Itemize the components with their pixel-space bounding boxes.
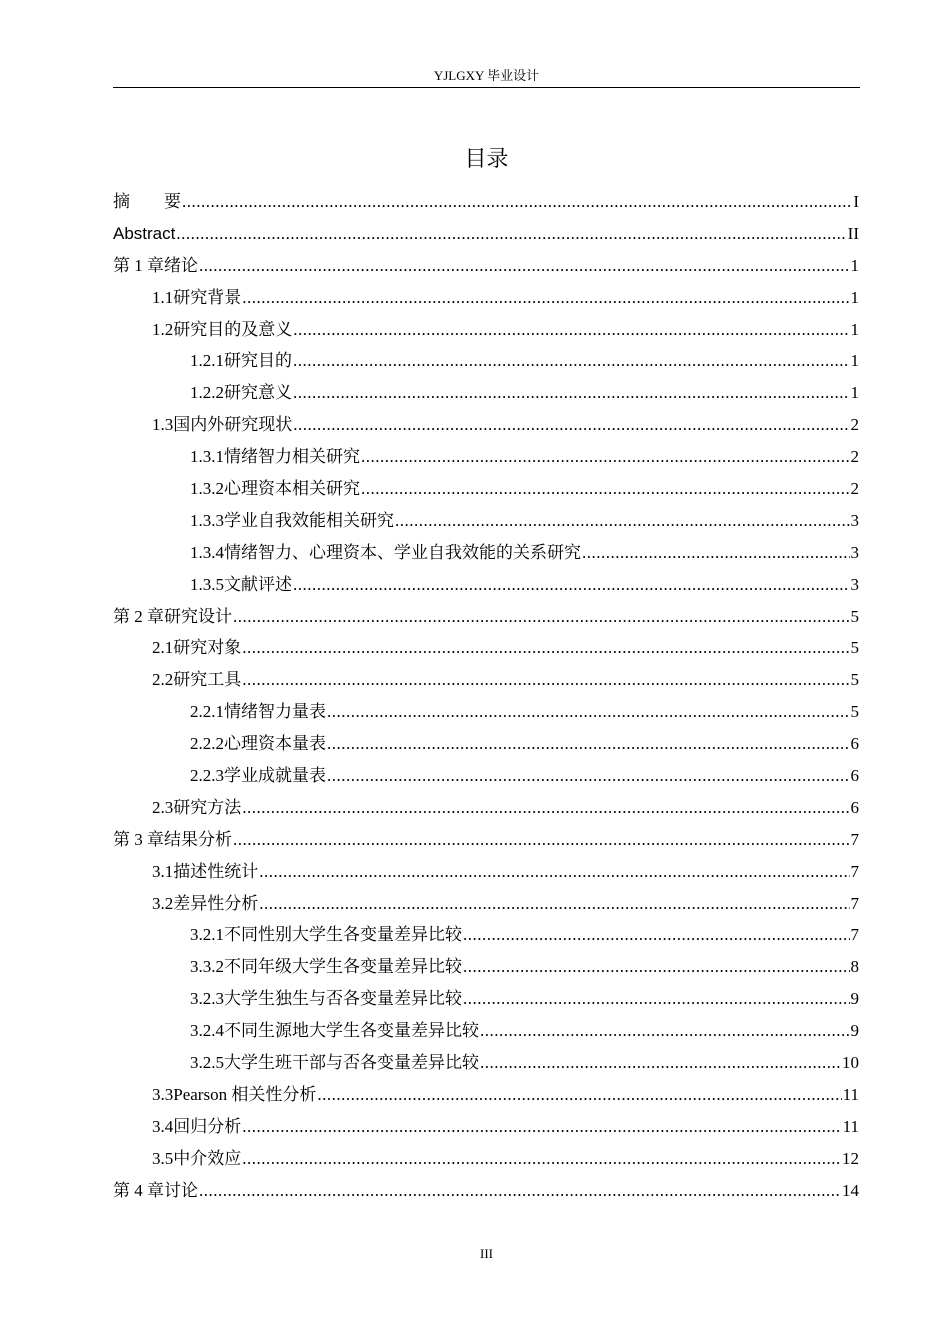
toc-dot-leader: [463, 919, 850, 951]
toc-dot-leader: [327, 696, 850, 728]
toc-entry-number: 1.3.5: [190, 574, 224, 594]
toc-dot-leader: [293, 569, 850, 601]
toc-entry-number: 第 4 章: [113, 1180, 164, 1200]
toc-entry-number: 2.2.1: [190, 702, 224, 722]
toc-entry-page: 14: [842, 1180, 859, 1200]
toc-dot-leader: [395, 505, 850, 537]
toc-entry-number: 3.4: [152, 1116, 174, 1136]
toc-entry[interactable]: [113, 218, 859, 250]
toc-entry-title: 描述性统计: [173, 861, 259, 881]
toc-entry-page: 1: [850, 287, 859, 307]
toc-entry-number: 3.2: [152, 893, 174, 913]
toc-dot-leader: [199, 250, 850, 282]
toc-entry-number: 3.3: [152, 1084, 174, 1104]
toc-entry-title: Abstract: [113, 223, 176, 243]
toc-entry-title: 情绪智力相关研究: [224, 447, 360, 467]
toc-entry[interactable]: [113, 250, 859, 282]
toc-entry-page: 7: [850, 925, 859, 945]
toc-entry-page: 1: [850, 383, 859, 403]
toc-entry-title: 学业成就量表: [224, 766, 326, 786]
toc-dot-leader: [242, 632, 849, 664]
toc-entry-title: 研究背景: [173, 287, 242, 307]
toc-entry[interactable]: [113, 505, 859, 537]
toc-entry-page: 12: [842, 1148, 859, 1168]
toc-entry-title: 情绪智力量表: [224, 702, 326, 722]
toc-dot-leader: [293, 314, 849, 346]
toc-dot-leader: [463, 951, 850, 983]
toc-entry-number: 1.1: [152, 287, 174, 307]
toc-dot-leader: [242, 282, 849, 314]
toc-entry-number: 1.3.2: [190, 479, 224, 499]
toc-entry-number: 3.2.4: [190, 1021, 224, 1041]
toc-entry[interactable]: [113, 792, 859, 824]
toc-entry[interactable]: [113, 696, 859, 728]
toc-entry[interactable]: [113, 1047, 859, 1079]
toc-entry[interactable]: [113, 983, 859, 1015]
toc-entry[interactable]: [113, 856, 859, 888]
toc-entry[interactable]: [113, 601, 859, 633]
toc-entry-title: Pearson 相关性分析: [173, 1084, 317, 1104]
toc-entry[interactable]: [113, 1111, 859, 1143]
toc-dot-leader: [361, 473, 850, 505]
toc-entry-number: 1.3.4: [190, 542, 224, 562]
toc-entry-number: 3.2.3: [190, 989, 224, 1009]
toc-entry-title: 研究方法: [173, 797, 242, 817]
toc-entry[interactable]: [113, 314, 859, 346]
toc-dot-leader: [199, 1175, 841, 1207]
toc-entry-page: I: [853, 192, 859, 211]
toc-entry-page: 11: [842, 1084, 859, 1104]
toc-entry-number: 1.3.1: [190, 447, 224, 467]
toc-entry[interactable]: [113, 888, 859, 920]
toc-entry-page: 6: [850, 766, 859, 786]
toc-entry-title: 大学生班干部与否各变量差异比较: [224, 1053, 479, 1073]
toc-entry-number: 1.3.3: [190, 510, 224, 530]
toc-dot-leader: [259, 856, 849, 888]
toc-entry-title: 不同性别大学生各变量差异比较: [224, 925, 462, 945]
toc-entry-title: 大学生独生与否各变量差异比较: [224, 989, 462, 1009]
toc-entry-page: 2: [850, 447, 859, 467]
toc-entry-page: 1: [850, 351, 859, 371]
toc-entry-page: 7: [850, 829, 859, 849]
toc-entry-page: 5: [850, 702, 859, 722]
toc-dot-leader: [582, 537, 850, 569]
toc-entry-title: 研究工具: [173, 670, 242, 690]
toc-dot-leader: [176, 218, 846, 250]
toc-entry-title: 研究目的: [224, 351, 292, 371]
toc-entry-number: 2.2.2: [190, 734, 224, 754]
toc-dot-leader: [233, 601, 850, 633]
toc-entry-number: 1.2.2: [190, 383, 224, 403]
toc-entry-number: 3.3.2: [190, 957, 224, 977]
toc-dot-leader: [293, 377, 850, 409]
toc-entry-title: 讨论: [164, 1180, 198, 1200]
toc-entry-page: 5: [850, 606, 859, 626]
toc-entry-title: 研究目的及意义: [173, 319, 293, 339]
toc-dot-leader: [182, 186, 852, 218]
toc-entry-page: 9: [850, 989, 859, 1009]
toc-entry[interactable]: [113, 473, 859, 505]
page-number: III: [480, 1246, 493, 1261]
toc-dot-leader: [480, 1047, 841, 1079]
toc-dot-leader: [242, 1111, 841, 1143]
toc-entry-number: 1.2.1: [190, 351, 224, 371]
toc-entry-page: 9: [850, 1021, 859, 1041]
toc-entry-page: 3: [850, 510, 859, 530]
toc-entry-page: 5: [850, 638, 859, 658]
toc-dot-leader: [242, 664, 849, 696]
toc-entry-number: 2.2.3: [190, 766, 224, 786]
toc-entry-page: II: [847, 223, 859, 243]
toc-entry[interactable]: [113, 377, 859, 409]
toc-entry-title: 学业自我效能相关研究: [224, 510, 394, 530]
toc-entry[interactable]: [113, 569, 859, 601]
toc-dot-leader: [242, 1143, 841, 1175]
toc-entry-title: 不同生源地大学生各变量差异比较: [224, 1021, 479, 1041]
toc-entry-title: 心理资本相关研究: [224, 479, 360, 499]
toc-entry-page: 3: [850, 574, 859, 594]
toc-entry-title: 结果分析: [164, 829, 232, 849]
toc-entry-number: 3.2.5: [190, 1053, 224, 1073]
toc-entry-title: 国内外研究现状: [173, 415, 293, 435]
toc-entry-title: 不同年级大学生各变量差异比较: [224, 957, 462, 977]
toc-entry-title: 文献评述: [224, 574, 292, 594]
toc-dot-leader: [480, 1015, 850, 1047]
toc-entry-page: 3: [850, 542, 859, 562]
toc-entry[interactable]: [113, 664, 859, 696]
toc-entry-title: 研究设计: [164, 606, 232, 626]
page-header: YJLGXY 毕业设计: [433, 68, 540, 83]
toc-dot-leader: [259, 888, 849, 920]
toc-entry-number: 1.3: [152, 415, 174, 435]
toc-entry[interactable]: [113, 728, 859, 760]
toc-dot-leader: [361, 441, 850, 473]
table-of-contents: [113, 186, 859, 1207]
toc-entry-number: 2.1: [152, 638, 174, 658]
toc-entry-title: 情绪智力、心理资本、学业自我效能的关系研究: [224, 542, 581, 562]
toc-entry-number: 2.2: [152, 670, 174, 690]
toc-entry-number: 第 2 章: [113, 606, 164, 626]
toc-entry-number: 3.5: [152, 1148, 174, 1168]
toc-entry-title: 摘 要: [113, 192, 181, 211]
toc-entry-page: 6: [850, 797, 859, 817]
toc-entry-page: 6: [850, 734, 859, 754]
toc-dot-leader: [233, 824, 850, 856]
toc-entry[interactable]: [113, 1175, 859, 1207]
toc-entry[interactable]: [113, 537, 859, 569]
toc-entry-title: 研究意义: [224, 383, 292, 403]
toc-dot-leader: [317, 1079, 841, 1111]
toc-entry-title: 差异性分析: [173, 893, 259, 913]
toc-entry-page: 11: [842, 1116, 859, 1136]
toc-entry-number: 1.2: [152, 319, 174, 339]
toc-entry[interactable]: [113, 282, 859, 314]
toc-entry-title: 心理资本量表: [224, 734, 326, 754]
toc-title: 目录: [464, 147, 509, 172]
toc-entry[interactable]: [113, 186, 859, 218]
toc-dot-leader: [463, 983, 850, 1015]
toc-entry[interactable]: [113, 1015, 859, 1047]
toc-entry-page: 8: [850, 957, 859, 977]
toc-entry[interactable]: [113, 345, 859, 377]
toc-entry[interactable]: [113, 919, 859, 951]
toc-dot-leader: [293, 345, 850, 377]
toc-entry[interactable]: [113, 409, 859, 441]
toc-entry-number: 第 1 章: [113, 255, 164, 275]
toc-entry-page: 7: [850, 893, 859, 913]
toc-entry[interactable]: [113, 760, 859, 792]
toc-entry-number: 3.2.1: [190, 925, 224, 945]
toc-entry[interactable]: [113, 1079, 859, 1111]
toc-entry-page: 2: [850, 415, 859, 435]
toc-entry-title: 中介效应: [173, 1148, 242, 1168]
toc-entry-page: 7: [850, 861, 859, 881]
toc-entry-page: 5: [850, 670, 859, 690]
toc-entry-title: 回归分析: [173, 1116, 242, 1136]
toc-entry-number: 第 3 章: [113, 829, 164, 849]
toc-entry-title: 研究对象: [173, 638, 242, 658]
toc-entry-page: 1: [850, 319, 859, 339]
toc-dot-leader: [327, 728, 850, 760]
toc-entry[interactable]: [113, 441, 859, 473]
toc-dot-leader: [293, 409, 849, 441]
header-rule: [113, 87, 860, 88]
toc-entry[interactable]: [113, 824, 859, 856]
toc-entry[interactable]: [113, 1143, 859, 1175]
toc-dot-leader: [242, 792, 849, 824]
toc-entry-number: 2.3: [152, 797, 174, 817]
toc-entry-title: 绪论: [164, 255, 198, 275]
toc-dot-leader: [327, 760, 850, 792]
toc-entry[interactable]: [113, 951, 859, 983]
toc-entry-page: 2: [850, 479, 859, 499]
toc-entry-page: 1: [850, 255, 859, 275]
toc-entry[interactable]: [113, 632, 859, 664]
toc-entry-number: 3.1: [152, 861, 174, 881]
toc-entry-page: 10: [842, 1053, 859, 1073]
